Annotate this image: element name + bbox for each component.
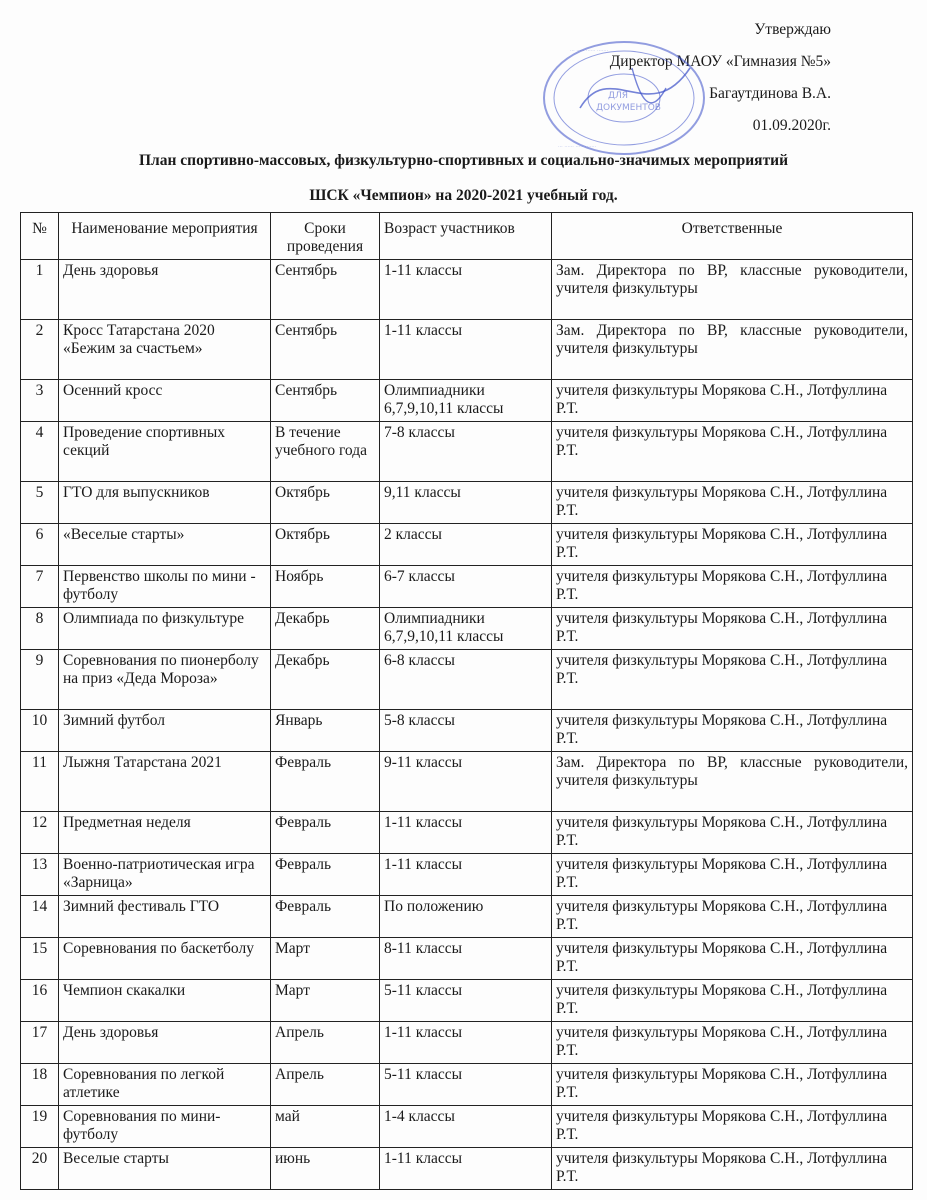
approval-date: 01.09.2020г. — [752, 117, 831, 134]
cell-dates: Февраль — [271, 896, 380, 938]
page-subtitle: ШСК «Чемпион» на 2020-2021 учебный год. — [309, 187, 618, 204]
cell-age: 7-8 классы — [380, 422, 552, 482]
cell-event-name: Чемпион скакалки — [59, 980, 271, 1022]
cell-event-name: Соревнования по пионерболу на приз «Деда Мороза» — [59, 650, 271, 710]
cell-age: 1-11 классы — [380, 1148, 552, 1190]
cell-age: Олимпиадники 6,7,9,10,11 классы — [380, 380, 552, 422]
approval-signatory: Багаутдинова В.А. — [709, 85, 831, 102]
cell-dates: Февраль — [271, 854, 380, 896]
cell-responsible: учителя физкультуры Морякова С.Н., Лотфуллина Р.Т. — [552, 1022, 913, 1064]
cell-num: 4 — [21, 422, 59, 482]
cell-responsible: учителя физкультуры Морякова С.Н., Лотфуллина Р.Т. — [552, 710, 913, 752]
cell-responsible: учителя физкультуры Морякова С.Н., Лотфуллина Р.Т. — [552, 524, 913, 566]
approval-director: Директор МАОУ «Гимназия №5» — [609, 53, 831, 70]
cell-event-name: Кросс Татарстана 2020 «Бежим за счастьем» — [59, 320, 271, 380]
table-row — [21, 608, 913, 650]
cell-dates: Декабрь — [271, 608, 380, 650]
cell-responsible: учителя физкультуры Морякова С.Н., Лотфуллина Р.Т. — [552, 938, 913, 980]
cell-event-name: Лыжня Татарстана 2021 — [59, 752, 271, 812]
table-row — [21, 1022, 913, 1064]
table-row — [21, 812, 913, 854]
cell-event-name: День здоровья — [59, 260, 271, 320]
cell-age: 1-11 классы — [380, 854, 552, 896]
cell-num: 18 — [21, 1064, 59, 1106]
cell-dates: Сентябрь — [271, 320, 380, 380]
cell-dates: Март — [271, 938, 380, 980]
cell-responsible: Зам. Директора по ВР, классные руководители, учителя физкультуры — [552, 260, 913, 320]
svg-text:··· ····· ······ ·······: ··· ····· ······ ······· — [570, 48, 609, 54]
table-row — [21, 752, 913, 812]
cell-age: 5-11 классы — [380, 980, 552, 1022]
cell-responsible: Зам. Директора по ВР, классные руководители, учителя физкультуры — [552, 320, 913, 380]
header-dates: Сроки проведения — [271, 213, 380, 260]
svg-text:ДОКУМЕНТОВ: ДОКУМЕНТОВ — [596, 103, 661, 113]
cell-event-name: Соревнования по мини-футболу — [59, 1106, 271, 1148]
table-row — [21, 1148, 913, 1190]
cell-responsible: учителя физкультуры Морякова С.Н., Лотфуллина Р.Т. — [552, 422, 913, 482]
cell-age: 1-11 классы — [380, 320, 552, 380]
cell-responsible: учителя физкультуры Морякова С.Н., Лотфуллина Р.Т. — [552, 812, 913, 854]
cell-num: 20 — [21, 1148, 59, 1190]
cell-dates: Март — [271, 980, 380, 1022]
table-row — [21, 896, 913, 938]
table-body — [21, 260, 913, 1190]
cell-event-name: Первенство школы по мини - футболу — [59, 566, 271, 608]
cell-age: 6-7 классы — [380, 566, 552, 608]
cell-age: 1-11 классы — [380, 260, 552, 320]
table-row — [21, 422, 913, 482]
cell-age: 8-11 классы — [380, 938, 552, 980]
cell-dates: Октябрь — [271, 482, 380, 524]
cell-event-name: Зимний футбол — [59, 710, 271, 752]
cell-dates: Сентябрь — [271, 260, 380, 320]
cell-dates: Январь — [271, 710, 380, 752]
cell-event-name: Военно-патриотическая игра «Зарница» — [59, 854, 271, 896]
cell-num: 2 — [21, 320, 59, 380]
cell-num: 12 — [21, 812, 59, 854]
cell-dates: Ноябрь — [271, 566, 380, 608]
cell-event-name: Проведение спортивных секций — [59, 422, 271, 482]
cell-num: 10 — [21, 710, 59, 752]
header-age: Возраст участников — [380, 213, 552, 260]
cell-event-name: Соревнования по баскетболу — [59, 938, 271, 980]
cell-num: 14 — [21, 896, 59, 938]
cell-event-name: Предметная неделя — [59, 812, 271, 854]
cell-num: 19 — [21, 1106, 59, 1148]
table-row — [21, 650, 913, 710]
svg-text:ДЛЯ: ДЛЯ — [608, 91, 629, 101]
cell-responsible: учителя физкультуры Морякова С.Н., Лотфуллина Р.Т. — [552, 650, 913, 710]
page-title: План спортивно-массовых, физкультурно-спортивных и социально-значимых мероприятий — [138, 152, 789, 169]
table-row — [21, 482, 913, 524]
cell-dates: Декабрь — [271, 650, 380, 710]
cell-responsible: Зам. Директора по ВР, классные руководители, учителя физкультуры — [552, 752, 913, 812]
table-row — [21, 320, 913, 380]
cell-event-name: Соревнования по легкой атлетике — [59, 1064, 271, 1106]
cell-num: 1 — [21, 260, 59, 320]
cell-num: 9 — [21, 650, 59, 710]
cell-responsible: учителя физкультуры Морякова С.Н., Лотфуллина Р.Т. — [552, 380, 913, 422]
table-row — [21, 710, 913, 752]
cell-age: По положению — [380, 896, 552, 938]
cell-age: Олимпиадники 6,7,9,10,11 классы — [380, 608, 552, 650]
cell-event-name: День здоровья — [59, 1022, 271, 1064]
table-row — [21, 1106, 913, 1148]
cell-num: 7 — [21, 566, 59, 608]
header-num: № — [21, 213, 59, 260]
header-name: Наименование мероприятия — [59, 213, 271, 260]
cell-responsible: учителя физкультуры Морякова С.Н., Лотфуллина Р.Т. — [552, 482, 913, 524]
cell-dates: Февраль — [271, 812, 380, 854]
cell-num: 13 — [21, 854, 59, 896]
cell-responsible: учителя физкультуры Морякова С.Н., Лотфуллина Р.Т. — [552, 566, 913, 608]
cell-age: 1-11 классы — [380, 812, 552, 854]
cell-event-name: «Веселые старты» — [59, 524, 271, 566]
cell-responsible: учителя физкультуры Морякова С.Н., Лотфуллина Р.Т. — [552, 896, 913, 938]
cell-age: 6-8 классы — [380, 650, 552, 710]
cell-event-name: ГТО для выпускников — [59, 482, 271, 524]
cell-num: 5 — [21, 482, 59, 524]
cell-num: 6 — [21, 524, 59, 566]
cell-num: 8 — [21, 608, 59, 650]
approval-title: Утверждаю — [754, 21, 831, 38]
header-resp: Ответственные — [552, 213, 913, 260]
cell-dates: Сентябрь — [271, 380, 380, 422]
table-row — [21, 1064, 913, 1106]
cell-event-name: Олимпиада по физкультуре — [59, 608, 271, 650]
cell-age: 5-11 классы — [380, 1064, 552, 1106]
cell-num: 3 — [21, 380, 59, 422]
cell-dates: Апрель — [271, 1022, 380, 1064]
official-stamp-icon — [540, 38, 708, 158]
cell-age: 9,11 классы — [380, 482, 552, 524]
cell-age: 1-4 классы — [380, 1106, 552, 1148]
cell-num: 15 — [21, 938, 59, 980]
cell-age: 9-11 классы — [380, 752, 552, 812]
cell-responsible: учителя физкультуры Морякова С.Н., Лотфуллина Р.Т. — [552, 1148, 913, 1190]
table-header-row — [21, 213, 913, 260]
cell-dates: В течение учебного года — [271, 422, 380, 482]
table-row — [21, 980, 913, 1022]
cell-num: 16 — [21, 980, 59, 1022]
table-row — [21, 938, 913, 980]
table-row — [21, 524, 913, 566]
cell-dates: Февраль — [271, 752, 380, 812]
cell-responsible: учителя физкультуры Морякова С.Н., Лотфуллина Р.Т. — [552, 1064, 913, 1106]
cell-age: 2 классы — [380, 524, 552, 566]
cell-age: 1-11 классы — [380, 1022, 552, 1064]
cell-responsible: учителя физкультуры Морякова С.Н., Лотфуллина Р.Т. — [552, 1106, 913, 1148]
cell-dates: июнь — [271, 1148, 380, 1190]
table-row — [21, 854, 913, 896]
cell-event-name: Зимний фестиваль ГТО — [59, 896, 271, 938]
table-row — [21, 260, 913, 320]
cell-age: 5-8 классы — [380, 710, 552, 752]
cell-event-name: Осенний кросс — [59, 380, 271, 422]
cell-dates: Апрель — [271, 1064, 380, 1106]
cell-responsible: учителя физкультуры Морякова С.Н., Лотфуллина Р.Т. — [552, 608, 913, 650]
table-row — [21, 380, 913, 422]
table-row — [21, 566, 913, 608]
events-table — [20, 212, 913, 1190]
cell-responsible: учителя физкультуры Морякова С.Н., Лотфуллина Р.Т. — [552, 854, 913, 896]
cell-responsible: учителя физкультуры Морякова С.Н., Лотфуллина Р.Т. — [552, 980, 913, 1022]
svg-text:··· ······ ····· ·······: ··· ······ ····· ······· — [558, 144, 597, 150]
cell-dates: май — [271, 1106, 380, 1148]
cell-dates: Октябрь — [271, 524, 380, 566]
cell-num: 11 — [21, 752, 59, 812]
cell-num: 17 — [21, 1022, 59, 1064]
cell-event-name: Веселые старты — [59, 1148, 271, 1190]
